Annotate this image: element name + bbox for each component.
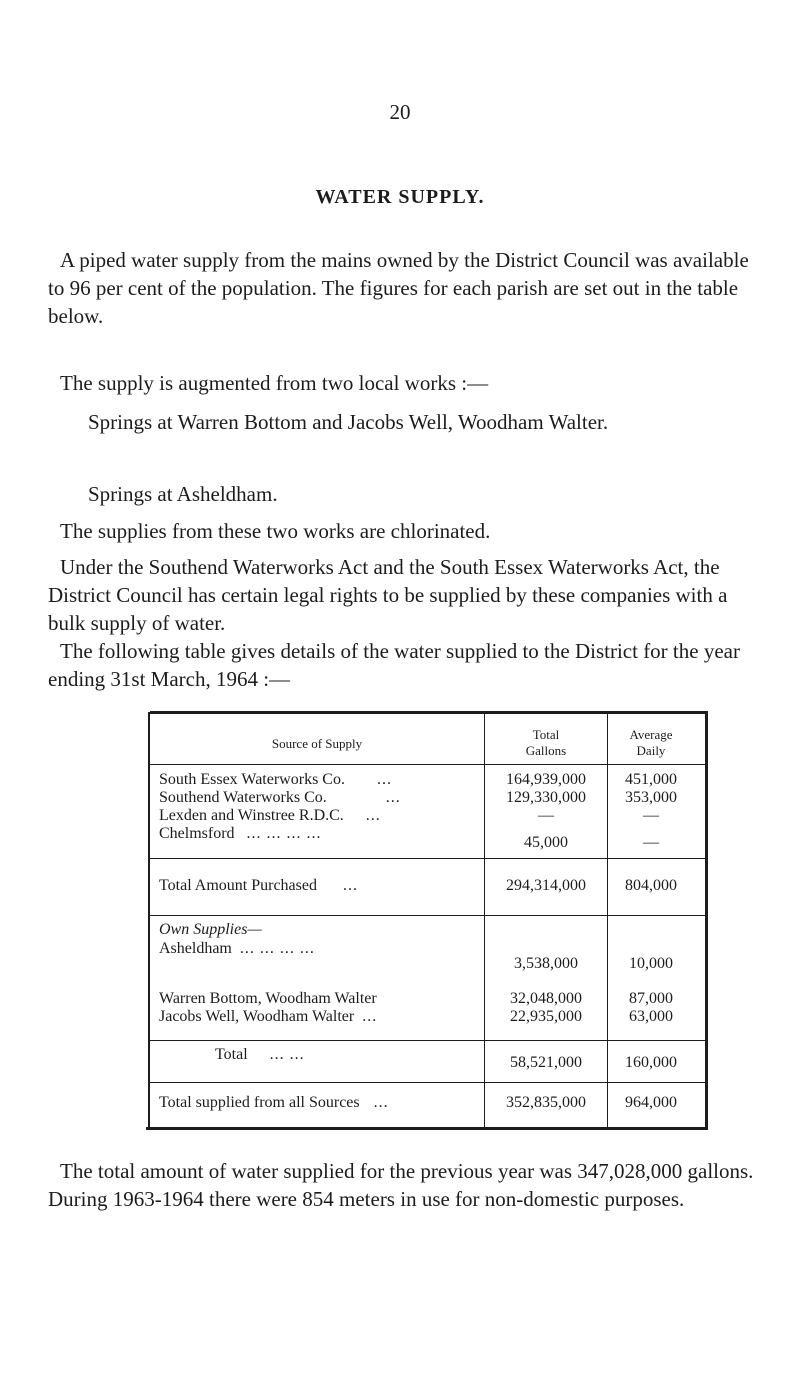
header-average [607, 727, 695, 759]
own-supplies-rule [150, 1040, 705, 1041]
row-label-text: Total Amount Purchased [159, 877, 317, 894]
row-total: 294,314,000 [506, 877, 586, 894]
own-total-rule [150, 1082, 705, 1083]
row-label: South Essex Waterworks Co. ... [159, 771, 392, 788]
row-label [159, 990, 377, 1008]
row-total: 58,521,000 [510, 1054, 582, 1071]
header-source: Source of Supply [271, 736, 363, 751]
paragraph-springs-asheldham: Springs at Asheldham. [88, 482, 278, 506]
row-leader-dots: ... [373, 1094, 389, 1111]
row-average: 964,000 [625, 1094, 677, 1111]
row-label-total [215, 1046, 305, 1064]
row-total: 129,330,000 [506, 789, 586, 806]
row-label [159, 1008, 377, 1026]
row-average: 160,000 [625, 1054, 677, 1071]
header-total-line1: Total [532, 727, 560, 742]
paragraph-piped-supply: A piped water supply from the mains owned by the District Council was available to 96 per cent of the population. The figures for each parish are set out in the table below. [48, 248, 749, 328]
row-leader-dots: ... ... [269, 1046, 305, 1063]
row-average: 10,000 [629, 955, 673, 972]
table-bottom-rule [146, 1127, 708, 1130]
row-total: 352,835,000 [506, 1094, 586, 1111]
row-leader-dots: ... [362, 1008, 378, 1025]
table-left-rule [148, 712, 150, 1129]
section-heading-own-supplies [159, 921, 262, 939]
table-right-rule [705, 712, 708, 1129]
table-top-rule [150, 711, 708, 714]
row-total: 3,538,000 [514, 955, 578, 972]
row-label-text: Warren Bottom, Woodham Walter [159, 990, 377, 1007]
paragraph-chlorinated: The supplies from these two works are chlorinated. [60, 519, 491, 543]
header-total-line2: Gallons [525, 743, 567, 758]
row-label: Chelmsford ... ... ... ... [159, 825, 322, 842]
row-average: 353,000 [625, 789, 677, 806]
row-label-text: Total supplied from all Sources [159, 1094, 360, 1111]
header-average-line1: Average [629, 727, 673, 742]
row-average: 451,000 [625, 771, 677, 788]
purchased-subtotal-rule [150, 858, 705, 859]
paragraph-legal-rights: Under the Southend Waterworks Act and the South Essex Waterworks Act, the District Council has certain legal rights to be supplied by these companies with a bulk supply of water. [48, 555, 728, 635]
page-number: 20 [389, 100, 411, 124]
row-label-text: Jacobs Well, Woodham Walter [159, 1008, 355, 1025]
page-title: WATER SUPPLY. [315, 186, 485, 208]
row-label-text: Own Supplies— [159, 921, 262, 938]
column-divider-1 [484, 713, 485, 1128]
paragraph-previous-year: The total amount of water supplied for the previous year was 347,028,000 gallons. During 1963-1964 there were 854 meters in use for non-domestic purposes. [48, 1159, 754, 1211]
paragraph-augmented: The supply is augmented from two local works :— [60, 371, 489, 395]
total-purchased-rule [150, 915, 705, 916]
paragraph-springs-warren: Springs at Warren Bottom and Jacobs Well, Woodham Walter. [88, 410, 609, 434]
row-label-text: Total [215, 1046, 248, 1063]
row-average: 804,000 [625, 877, 677, 894]
header-underline [150, 764, 705, 765]
row-label [159, 940, 315, 958]
row-total: — [538, 807, 554, 824]
row-total: 164,939,000 [506, 771, 586, 788]
row-average: 87,000 [629, 990, 673, 1007]
header-average-line2: Daily [636, 743, 666, 758]
row-average: — [643, 807, 659, 824]
row-average: 63,000 [629, 1008, 673, 1025]
paragraph-table-intro: The following table gives details of the water supplied to the District for the year ending 31st March, 1964 :— [48, 639, 740, 691]
row-label: Southend Waterworks Co. ... [159, 789, 401, 806]
row-leader-dots: ... [342, 877, 358, 894]
column-divider-2 [607, 713, 608, 1128]
row-label [159, 877, 358, 895]
header-total [484, 727, 608, 759]
row-average: — [643, 834, 659, 851]
row-label-text: Asheldham [159, 940, 232, 957]
row-total: 45,000 [524, 834, 568, 851]
row-total: 22,935,000 [510, 1008, 582, 1025]
row-leader-dots: ... ... ... ... [239, 940, 315, 957]
row-label: Lexden and Winstree R.D.C. ... [159, 807, 381, 824]
row-total: 32,048,000 [510, 990, 582, 1007]
row-label [159, 1094, 389, 1112]
